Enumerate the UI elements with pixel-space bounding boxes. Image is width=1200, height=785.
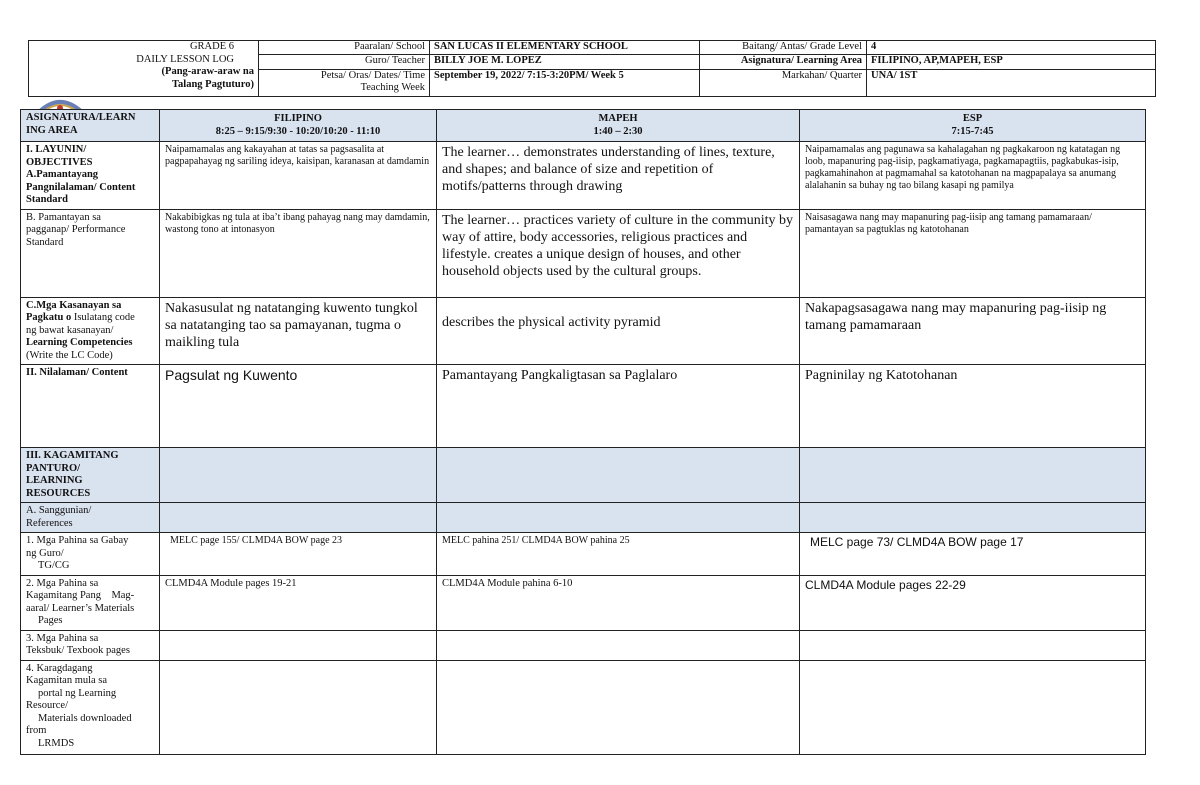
additional-label-f: from [26,725,47,736]
resources-label-a: III. KAGAMITANG [26,450,119,461]
content-label: II. Nilalaman/ Content [21,365,160,448]
competencies-label-e: (Write the LC Code) [26,349,113,361]
esp-additional [800,660,1146,754]
mapeh-content: Pamantayang Pangkaligtasan sa Paglalaro [437,365,800,448]
date-value: September 19, 2022/ 7:15-3:20PM/ Week 5 [430,69,700,97]
additional-label-a: 4. Karagdagang [26,662,93,674]
objectives-label-a: I. LAYUNIN/ [26,144,87,155]
esp-title: ESP [962,113,983,124]
additional-label-e: Materials downloaded [38,712,132,724]
performance-standard-label [21,209,160,297]
filipino-resources-cell [160,448,437,503]
objectives-label-e: Standard [26,194,69,205]
filipino-title: FILIPINO [274,113,322,124]
filipino-learner-materials: CLMD4A Module pages 19-21 [160,575,437,630]
learner-materials-row [21,575,1146,630]
mapeh-header [437,110,800,142]
lesson-log-table [20,109,1146,755]
filipino-competency: Nakasusulat ng natatanging kuwento tungkol sa natatanging tao sa pamayanan, tugma o maikling tula [160,297,437,365]
content-standard-label [21,142,160,210]
competencies-label-d: Learning Competencies [26,337,133,348]
additional-materials-label [21,660,160,754]
resources-row [21,448,1146,503]
filipino-content: Pagsulat ng Kuwento [160,365,437,448]
competencies-label-b2: Isulatang code [71,312,135,323]
performance-standard-row [21,209,1146,297]
filipino-time: 8:25 – 9:15/9:30 - 10:20/10:20 - 11:10 [215,126,381,137]
competencies-label [21,297,160,365]
area-header [21,110,160,142]
references-label-b: References [26,517,73,529]
learner-materials-label-d: Pages [38,615,63,626]
performance-label-c: Standard [26,236,64,248]
learner-materials-label-b: Kagamitang Pang Mag- [26,590,135,601]
teacher-guide-label-b: ng Guro/ [26,547,64,559]
log-title: DAILY LESSON LOG [136,53,234,65]
textbook-label-a: 3. Mga Pahina sa [26,632,99,644]
date-label-line1: Petsa/ Oras/ Dates/ Time [320,69,425,81]
competencies-label-a: C.Mga Kasanayan sa [26,299,122,311]
esp-resources-cell [800,448,1146,503]
mapeh-title: MAPEH [598,113,638,124]
esp-learner-materials: CLMD4A Module pages 22-29 [800,575,1146,630]
quarter-value: UNA/ 1ST [867,69,1156,97]
grade-block [29,41,259,97]
grade-level-label: Baitang/ Antas/ Grade Level [700,41,867,55]
teacher-guide-label-a: 1. Mga Pahina sa Gabay [26,535,129,546]
esp-header [800,110,1146,142]
textbook-label-b: Teksbuk/ Texbook pages [26,645,130,656]
column-header-row [21,110,1146,142]
learning-area-value: FILIPINO, AP,MAPEH, ESP [867,55,1156,69]
teacher-label: Guro/ Teacher [259,55,430,69]
teacher-guide-row [21,533,1146,576]
esp-content-standard: Naipamamalas ang pagunawa sa kahalagahan ng pagkakaroon ng katatagan ng loob, mapanuring pag-iisip, pagkamatiyaga, pagkamapagtiis, pagkabukas-isip, pagkamahinahon at pagmamahal sa katotohanan na magpapalaya sa anumang alalahanin sa buhay ng tao bilang kasapi ng pamilya [800,142,1146,210]
esp-textbook [800,630,1146,660]
textbook-row [21,630,1146,660]
teacher-value: BILLY JOE M. LOPEZ [430,55,700,69]
filipino-teacher-guide: MELC page 155/ CLMD4A BOW page 23 [160,533,437,576]
additional-label-d: Resource/ [26,700,68,711]
learner-materials-label [21,575,160,630]
grade-level-value: 4 [867,41,1156,55]
resources-label-c: LEARNING [26,475,83,486]
learner-materials-label-a: 2. Mga Pahina sa [26,577,99,589]
learning-area-label: Asignatura/ Learning Area [700,55,867,69]
filipino-textbook [160,630,437,660]
mapeh-content-standard: The learner… demonstrates understanding of lines, texture, and shapes; and balance of size and repetition of motifs/patterns through drawing [437,142,800,210]
date-label-line2: Teaching Week [360,82,425,93]
filipino-header [160,110,437,142]
teacher-guide-label [21,533,160,576]
mapeh-teacher-guide: MELC pahina 251/ CLMD4A BOW pahina 25 [437,533,800,576]
content-standard-row [21,142,1146,210]
mapeh-references-cell [437,503,800,533]
esp-content: Pagninilay ng Katotohanan [800,365,1146,448]
esp-references-cell [800,503,1146,533]
objectives-label-b: OBJECTIVES [26,156,93,168]
log-subtitle-1: (Pang-araw-araw na [161,66,254,77]
resources-label-b: PANTURO/ [26,462,81,474]
quarter-label: Markahan/ Quarter [700,69,867,97]
school-label: Paaralan/ School [259,41,430,55]
mapeh-additional [437,660,800,754]
esp-time: 7:15-7:45 [951,126,994,137]
textbook-label [21,630,160,660]
objectives-label-c: A.Pamantayang [26,169,99,180]
performance-label-b: pagganap/ Performance [26,224,126,235]
mapeh-resources-cell [437,448,800,503]
mapeh-learner-materials: CLMD4A Module pahina 6-10 [437,575,800,630]
mapeh-textbook [437,630,800,660]
resources-label-d: RESOURCES [26,487,91,499]
esp-teacher-guide: MELC page 73/ CLMD4A BOW page 17 [800,533,1146,576]
teacher-guide-label-c: TG/CG [38,560,70,571]
esp-performance-standard: Naisasagawa nang may mapanuring pag-iisip ang tamang pamamaraan/ pamantayan sa pagtuklas ng katotohanan [800,209,1146,297]
filipino-performance-standard: Nakabibigkas ng tula at iba’t ibang pahayag nang may damdamin, wastong tono at intonasyon [160,209,437,297]
additional-label-b: Kagamitan mula sa [26,675,108,686]
additional-label-g: LRMDS [38,737,75,749]
objectives-label-d: Pangnilalaman/ Content [26,181,136,193]
mapeh-performance-standard: The learner… practices variety of culture in the community by way of attire, body accessories, religious practices and lifestyle. creates a unique design of houses, and other household objects used by the cultural groups. [437,209,800,297]
log-subtitle-2: Talang Pagtuturo) [172,78,254,90]
references-row [21,503,1146,533]
references-label [21,503,160,533]
grade-title: GRADE 6 [189,41,234,52]
performance-label-a: B. Pamantayan sa [26,211,101,223]
competencies-row [21,297,1146,365]
mapeh-competency: describes the physical activity pyramid [437,297,800,365]
mapeh-time: 1:40 – 2:30 [593,126,643,137]
learner-materials-label-c: aaral/ Learner’s Materials [26,602,135,614]
filipino-references-cell [160,503,437,533]
filipino-additional [160,660,437,754]
references-label-a: A. Sanggunian/ [26,505,92,516]
content-row [21,365,1146,448]
additional-materials-row [21,660,1146,754]
competencies-label-c: ng bawat kasanayan/ [26,324,114,336]
school-value: SAN LUCAS II ELEMENTARY SCHOOL [430,41,700,55]
date-label [259,69,430,97]
competencies-label-b: Pagkatu o [26,312,72,323]
header-table [28,40,1156,97]
esp-competency: Nakapagsasagawa nang may mapanuring pag-iisip ng tamang pamamaraan [800,297,1146,365]
area-header-line1: ASIGNATURA/LEARN [26,112,136,123]
filipino-content-standard: Naipamamalas ang kakayahan at tatas sa pagsasalita at pagpapahayag ng sariling ideya, kaisipan, karanasan at damdamin [160,142,437,210]
area-header-line2: ING AREA [26,124,78,136]
resources-label [21,448,160,503]
additional-label-c: portal ng Learning [38,687,117,699]
